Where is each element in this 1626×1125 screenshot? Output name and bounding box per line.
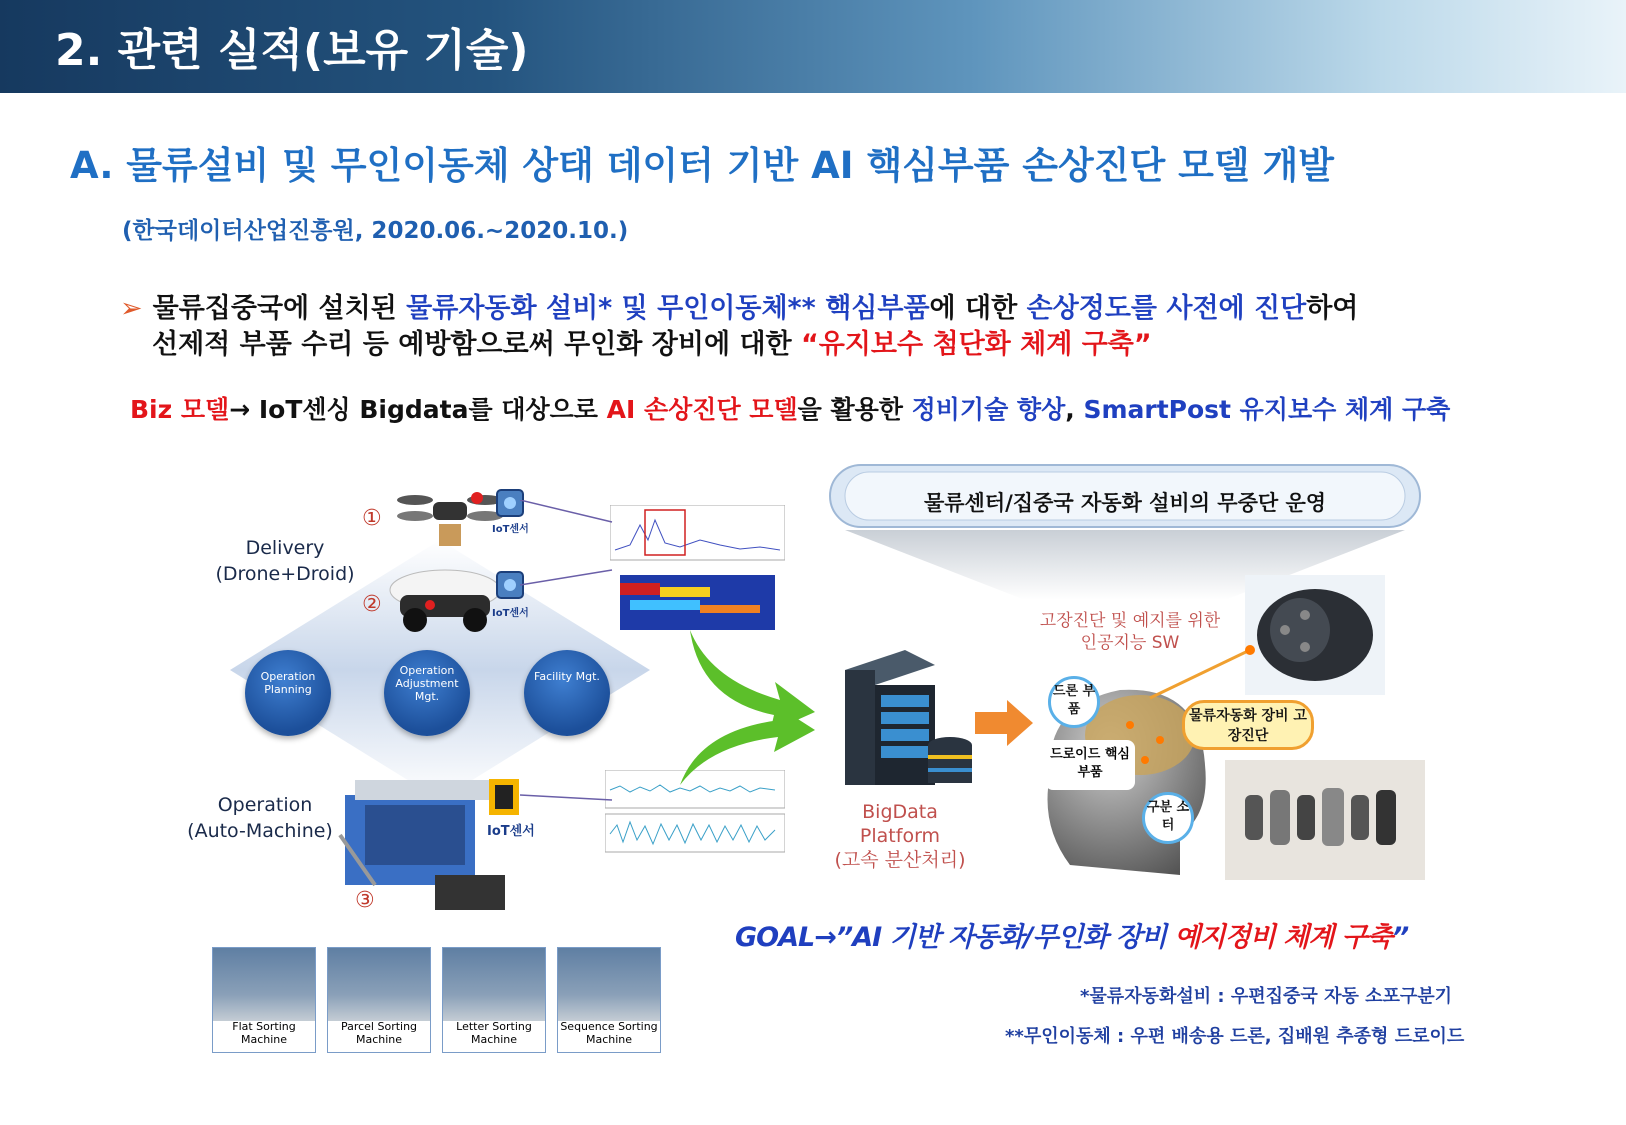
fault-diagnosis-callout: 물류자동화 장비 고장진단 [1182,700,1314,750]
delivery-label: Delivery [245,537,325,559]
drone-part-bubble: 드론 부품 [1048,676,1100,728]
bullet-line-1: ➢ 물류집중국에 설치된 물류자동화 설비* 및 무인이동체** 핵심부품에 대한 손상정도를 사전에 진단하여 [120,293,1359,324]
operation-planning-circle: Operation Planning [245,650,331,736]
operation-sublabel: (Auto-Machine) [187,820,333,842]
bigdata-platform-label: BigData Platform (고속 분산처리) [834,801,966,871]
iot-sensor-label: IoT센서 [487,824,535,839]
iot-sensor-label: IoT센서 [492,524,529,535]
droid-icon [385,565,505,635]
step-2-marker: ② [362,592,382,617]
drone-icon [395,488,505,558]
facility-mgt-circle: Facility Mgt. [524,650,610,736]
section-title: A. 물류설비 및 무인이동체 상태 데이터 기반 AI 핵심부품 손상진단 모델 개발 [70,144,1334,187]
footnote-1: *물류자동화설비 : 우편집중국 자동 소포구분기 [1080,986,1453,1007]
motor-part-image [1245,575,1385,695]
orange-arrow-icon [975,700,1035,746]
goal-statement: GOAL→”AI 기반 자동화/무인화 장비 예지정비 체계 구축” [735,922,1409,953]
connector-lines [520,500,620,810]
letter-sorting-machine-thumb: Letter Sorting Machine [442,947,546,1053]
bullet-line-2: 선제적 부품 수리 등 예방함으로써 무인화 장비에 대한 “유지보수 첨단화 체계 구축” [152,329,1152,360]
operation-label: Operation [217,794,313,816]
flat-sorting-machine-thumb: Flat Sorting Machine [212,947,316,1053]
step-3-marker: ③ [355,888,375,913]
ai-sw-label: 고장진단 및 예지를 위한 인공지능 SW [1039,611,1221,653]
sorter-bubble: 구분 소터 [1142,792,1194,844]
iot-sensor-label: IoT센서 [492,608,529,619]
bullet-arrow-icon: ➢ [120,293,143,324]
server-icon [835,650,975,790]
callout-connector [1140,640,1260,700]
operation-adjustment-circle: Operation Adjustment Mgt. [384,650,470,736]
green-arrows [670,620,820,790]
biz-model-line: Biz 모델→ IoT센싱 Bigdata를 대상으로 AI 손상진단 모델을 활용한 정비기술 향상, SmartPost 유지보수 체계 구축 [130,395,1451,424]
organization-period: (한국데이터산업진흥원, 2020.06.~2020.10.) [122,218,629,244]
banner-text: 물류센터/집중국 자동화 설비의 무중단 운영 [923,491,1327,515]
sequence-sorting-machine-thumb: Sequence Sorting Machine [557,947,661,1053]
page-title: 2. 관련 실적(보유 기술) [55,25,529,76]
bearing-parts-image [1225,760,1425,880]
iot-sensor-icon [487,777,521,817]
droid-core-part-label: 드로이드 핵심부품 [1045,740,1135,790]
step-1-marker: ① [362,506,382,531]
footnote-2: **무인이동체 : 우편 배송용 드론, 집배원 추종형 드로이드 [1005,1026,1465,1047]
parcel-sorting-machine-thumb: Parcel Sorting Machine [327,947,431,1053]
delivery-sublabel: (Drone+Droid) [215,563,355,585]
